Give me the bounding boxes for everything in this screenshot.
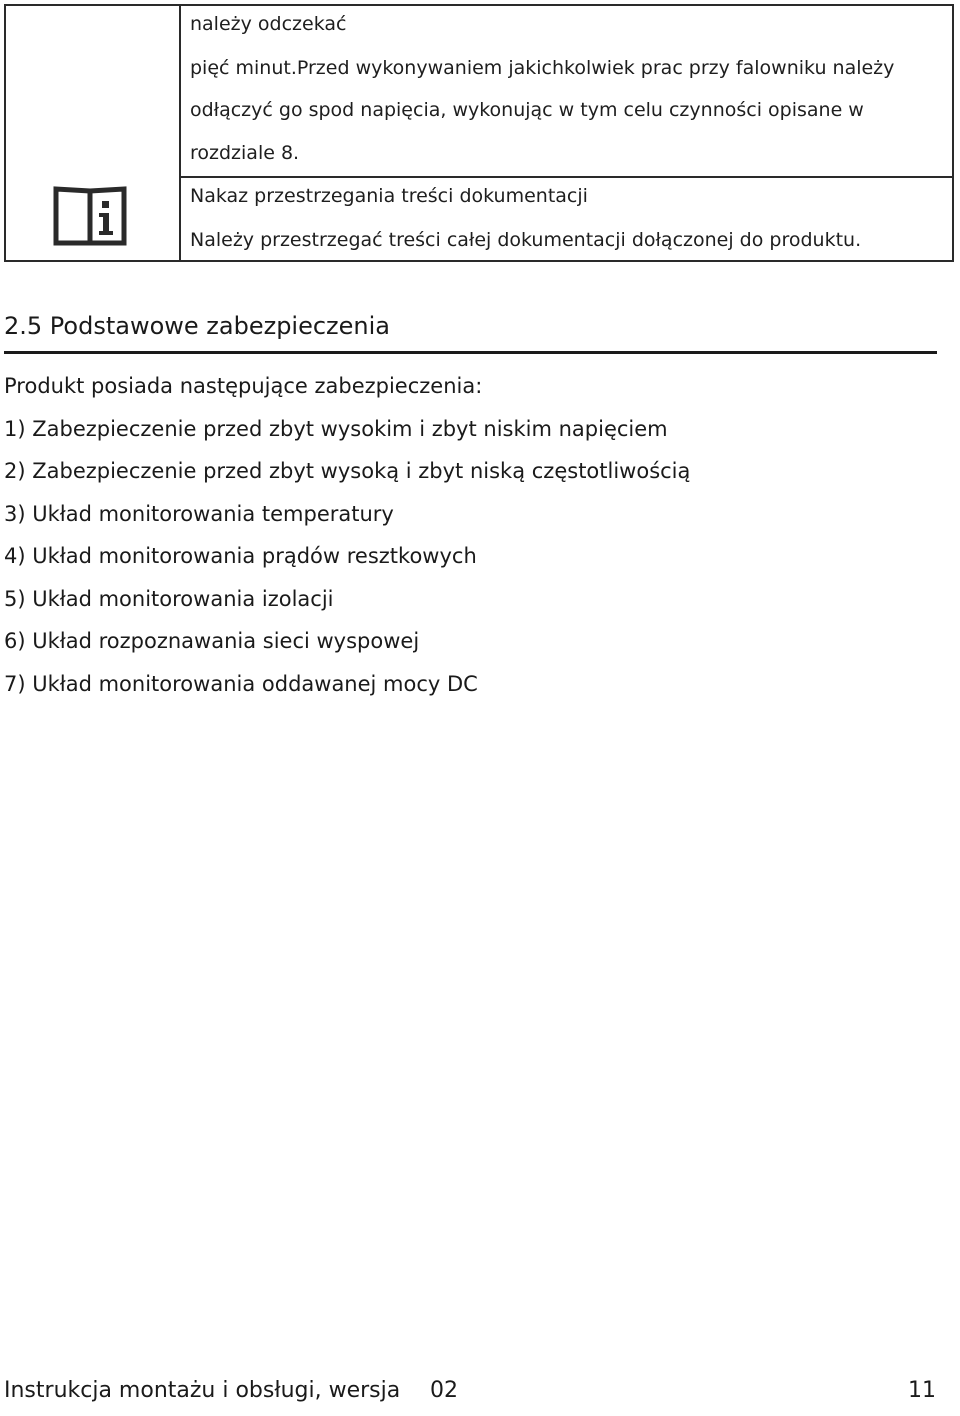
list-item: 3) Układ monitorowania temperatury — [4, 502, 394, 526]
list-item: 6) Układ rozpoznawania sieci wyspowej — [4, 629, 420, 653]
notice-text-line: rozdziale 8. — [190, 142, 300, 164]
notice-text-line: pięć minut.Przed wykonywaniem jakichkolwiek prac przy falowniku należy — [190, 57, 895, 79]
notice-table — [4, 4, 954, 262]
table-column-divider — [179, 6, 181, 260]
list-item: 4) Układ monitorowania prądów resztkowych — [4, 544, 477, 568]
table-row-divider — [179, 176, 952, 178]
list-item: 5) Układ monitorowania izolacji — [4, 587, 334, 611]
list-item: 2) Zabezpieczenie przed zbyt wysoką i zbyt niską częstotliwością — [4, 459, 691, 483]
section-intro: Produkt posiada następujące zabezpieczenia: — [4, 374, 483, 398]
notice-text-line: Należy przestrzegać treści całej dokumentacji dołączonej do produktu. — [190, 229, 862, 251]
footer-version: 02 — [430, 1378, 458, 1403]
section-heading: 2.5 Podstawowe zabezpieczenia — [4, 312, 391, 340]
notice-text-line: odłączyć go spod napięcia, wykonując w tym celu czynności opisane w — [190, 99, 864, 121]
notice-title: Nakaz przestrzegania treści dokumentacji — [190, 185, 588, 207]
notice-text-line: należy odczekać — [190, 13, 347, 35]
list-item: 1) Zabezpieczenie przed zbyt wysokim i zbyt niskim napięciem — [4, 417, 668, 441]
manual-info-icon — [50, 185, 130, 247]
heading-underline — [4, 351, 937, 354]
footer-title: Instrukcja montażu i obsługi, wersja — [4, 1378, 401, 1403]
list-item: 7) Układ monitorowania oddawanej mocy DC — [4, 672, 478, 696]
page-number: 11 — [908, 1378, 936, 1403]
